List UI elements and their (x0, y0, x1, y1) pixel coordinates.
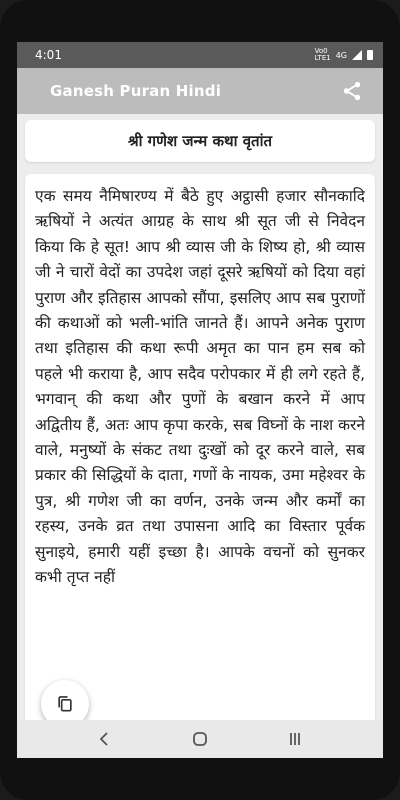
signal-icon (352, 50, 362, 60)
navigation-bar (17, 720, 383, 758)
network-indicator (315, 48, 331, 62)
net-type-label: 4G (335, 50, 347, 60)
recents-icon (287, 731, 303, 747)
share-icon[interactable] (341, 80, 363, 102)
status-bar (17, 42, 383, 68)
back-icon (97, 731, 113, 747)
battery-icon (367, 50, 373, 60)
app-bar (17, 68, 383, 114)
back-button[interactable] (90, 724, 120, 754)
recents-button[interactable] (280, 724, 310, 754)
content-area (17, 114, 383, 758)
status-time: 4:01 (35, 48, 62, 62)
net-top-label: Vo0 (314, 47, 328, 55)
home-button[interactable] (185, 724, 215, 754)
story-text: एक समय नैमिषारण्य में बैठे हुए अट्ठासी हजार सौनकादि ऋषियों ने अत्यंत आग्रह के साथ श्री सूत जी से निवेदन किया कि हे सूत! आप श्री व्यास जी के शिष्य हो, श्री व्यास जी ने चारों वेदों का उपदेश जहां दूसरे ऋषियों को दिया वहां पुराण और इतिहास आपको सौंपा, इसलिए आप सब पुराणों की कथाओं को भली-भांति जानते हैं। आपने अनेक पुराण तथा इतिहास की कथा रूपी अमृत का पान हम सब को पहले भी कराया है, आप सदैव परोपकार में ही लगे रहते हैं, भगवान् की कथा और पुणों के बखान करने में आप अद्वितीय हैं, अतः आप कृपा करके, सब विघ्नों के नाश करने वाले, मनुष्यों के संकट तथा दुःखों को दूर करने वाले, सब प्रकार की सिद्धियों के दाता, गणों के नायक, उमा महेश्वर के पुत्र, श्री गणेश जी का वर्णन, उनके जन्म और कर्मों का रहस्य, उनके व्रत तथा उपासना आदि का विस्तार पूर्वक सुनाइये, हमारी यहीं इच्छा है। आपके वचनों को सुनकर कभी तृप्त नहीं (35, 187, 365, 587)
chapter-title-card (25, 120, 375, 162)
copy-icon (55, 694, 75, 714)
home-icon (192, 731, 208, 747)
status-icons (315, 48, 373, 62)
chapter-title: श्री गणेश जन्म कथा वृतांत (127, 132, 273, 150)
story-card[interactable] (25, 174, 375, 758)
net-bottom-label: LTE1 (314, 54, 331, 62)
screen (17, 42, 383, 758)
app-title: Ganesh Puran Hindi (50, 82, 222, 100)
